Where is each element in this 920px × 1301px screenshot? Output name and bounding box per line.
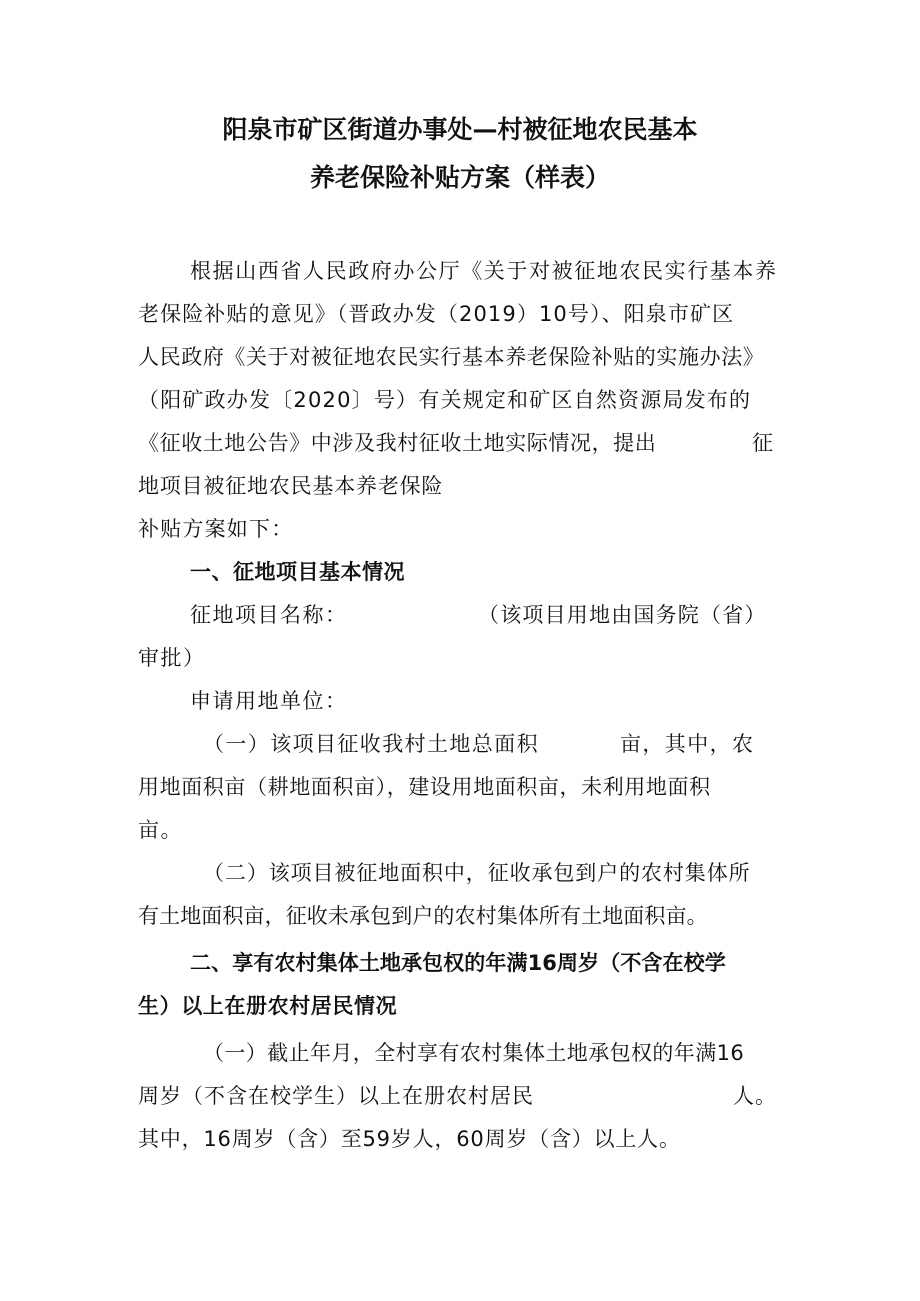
intro-line-6: 地项目被征地农民基本养老保险 <box>138 474 444 498</box>
intro-line-7: 补贴方案如下： <box>138 517 294 541</box>
item-1-line-1b: 亩，其中，农 <box>620 732 755 756</box>
intro-line-1: 根据山西省人民政府办公厅《关于对被征地农民实行基本养 <box>190 259 778 283</box>
document-title-line-1: 阳泉市矿区街道办事处—村被征地农民基本 <box>222 115 698 144</box>
item-1-line-2: 用地面积亩（耕地面积亩），建设用地面积亩，未利用地面积 <box>138 775 711 799</box>
project-approval-note: （该项目用地由国务院（省） <box>478 603 767 627</box>
intro-line-3: 人民政府《关于对被征地农民实行基本养老保险补贴的实施办法》 <box>138 345 765 369</box>
section-2-heading-line-1: 二、享有农村集体土地承包权的年满16周岁（不含在校学 <box>190 951 726 975</box>
section-2-item-1-line-2a: 周岁（不含在校学生）以上在册农村居民 <box>138 1084 534 1108</box>
section-2-heading-line-2: 生）以上在册农村居民情况 <box>138 994 398 1018</box>
intro-line-2: 老保险补贴的意见》（晋政办发（2019）10号）、阳泉市矿区 <box>138 302 735 326</box>
project-name-label: 征地项目名称： <box>190 603 348 627</box>
applicant-label: 申请用地单位： <box>190 689 348 713</box>
section-2-item-1-line-1: （一）截止年月，全村享有农村集体土地承包权的年满16 <box>203 1041 745 1065</box>
item-1-line-3: 亩。 <box>138 818 183 842</box>
project-approval-note-cont: 审批） <box>138 646 206 670</box>
section-1-heading: 一、征地项目基本情况 <box>190 560 405 584</box>
section-2-item-1-line-2b: 人。 <box>733 1084 777 1108</box>
item-2-line-1: （二）该项目被征地面积中，征收承包到户的农村集体所 <box>203 861 751 885</box>
item-2-line-2: 有土地面积亩，征收未承包到户的农村集体所有土地面积亩。 <box>138 904 708 928</box>
document-title-line-2: 养老保险补贴方案（样表） <box>309 163 610 192</box>
intro-line-4: （阳矿政办发〔2020〕号）有关规定和矿区自然资源局发布的 <box>138 388 752 412</box>
intro-line-5a: 《征收土地公告》中涉及我村征收土地实际情况，提出 <box>138 431 657 455</box>
section-2-item-1-line-3: 其中，16周岁（含）至59岁人，60周岁（含）以上人。 <box>138 1127 681 1151</box>
item-1-line-1a: （一）该项目征收我村土地总面积 <box>203 732 539 756</box>
intro-line-5b: 征 <box>752 431 775 455</box>
